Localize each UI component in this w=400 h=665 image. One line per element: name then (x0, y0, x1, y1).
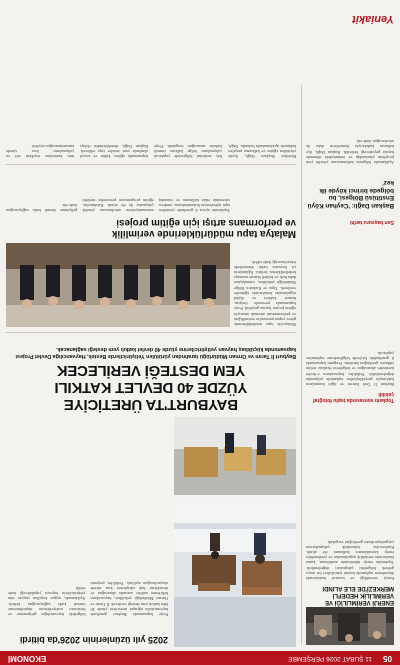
issue-date: 11 ŞUBAT 2026 PERŞEMBE (288, 655, 372, 662)
workers-photo (174, 417, 296, 495)
main-headline-line-1: BAYBURT'TA ÜRETİCİYE (63, 396, 239, 413)
main-subhead: 2025 yılı üzünlerinin 2026'da bitirdi (19, 635, 168, 645)
third-story-body-left: Açıklamada bölgenin kalkınmasına yönelik yeni projelerin planlandığı ve önümüzdeki dönemde hayata geçirileceği belirtildi. Başkan Dağlı, ilçe halkının katkılarıyla hizmetlerin daha da artırılacağını ifade etti. (306, 139, 394, 165)
side-column-body: Bayburt İl Özel İdaresi ve ilgili kurumların katılımıyla gerçekleştirilen toplantıda çalışmalar değerlendirildi. Yetkililer, başvuruların e-devlet üzerinden alınacağını ve belgelerin eksiksiz teslim edilmesi gerektiğini hatırlattı. Program kapsamında il genelindeki köylerde bilgilendirme toplantıları yapılacak. (306, 350, 394, 387)
second-story-body: Malatya'da tapu müdürlüklerinde görev yapan personelin verimliliğini ve performansını artırmak amacıyla eğitim projesi hayata geçirildi. Proje kapsamında personele iletişim, hizmet kalitesi ve dijital uygulamalar konularında eğitimler verilecek. Tapu ve Kadastro Bölge Müdürlüğü yetkilileri, vatandaşlara daha hızlı ve kaliteli hizmet sunmayı hedeflediklerini belirtti. Eğitimlerin yıl boyunca farklı dönemlerde tekrarlanacağı ifade edildi. (234, 259, 296, 327)
sidebar-headline: ENERJİ VERİMLİLİĞİ VE VERİMLİLİK HEDEFLİ MERKEZİ'DE ELE ALINDI (322, 585, 394, 605)
second-headline-line-2: ve performans artışı için eğitim projesi (116, 217, 296, 228)
third-story-body: Belediye Başkanı Dağlı, ilçede yürütülen eğitim ve kalkınma projeleri hakkında açıklamalarda bulundu. Dağlı, köy enstitüsü bölgesinde yapılacak çalışmaların bölge halkına önemli katkılar sunacağını vurguladı. Proje kapsamında eğitim, kültür ve sosyal alanlarda yeni tesisler inşa edilecek. Başkan Dağlı, desteklerinden dolayı tüm kurumlara teşekkür etti ve çalışmaların kısa sürede tamamlanacağını söyledi. (6, 143, 296, 159)
side-subhead-2: Son başvuru tarihi (350, 219, 394, 225)
side-subhead-1: Toplantı sonrasında toplu fotoğraf çekildi (312, 391, 394, 403)
newspaper-logo: Yeniakit (352, 13, 394, 25)
main-headline-line-2: YÜZDE 40 DEVLET KATKILI (54, 379, 248, 396)
page-number: 05 (383, 654, 392, 663)
section-name: EKONOMİ (8, 654, 47, 663)
snow-hay-photo (174, 497, 296, 647)
meeting-photo (6, 243, 230, 327)
sidebar-body: Enerji verimliliği ve tasarruf konularında düzenlenen toplantıda kurum temsilcileri bir araya gelerek bölgedeki çalışmaları değerlendirdi. Toplantıda enerji tüketiminin azaltılması, kamu binalarında verimlilik uygulamaları ve yenilenebilir enerji kaynaklarının kullanımı ele alındı. Katılımcılar, farkındalık çalışmalarının yaygınlaştırılması gerektiğini vurguladı. (306, 539, 394, 581)
second-headline-line-1: Malatya tapu müdürlüklerinde verimlilik (111, 228, 296, 239)
main-headline (6, 362, 296, 413)
third-story-headline: Başkan Dağlı: 'Ceyhan Köyü Enstitüsü Bölgesi, bu bölgede birinci köyde ilk kez' (307, 179, 394, 209)
second-story-headline (6, 217, 296, 239)
column-divider (301, 85, 302, 645)
sidebar-photo (306, 607, 394, 645)
story-divider-2 (6, 164, 296, 165)
main-deck: Bayburt İl Tarım ve Orman Müdürlüğü tarafından yürütülen Yetiştiricilerde Bestek, Hayvancılığa Devlet Projesi kapsamında küçükbaş hayvan yetiştiricilerine yüzde 40 devlet katkılı yem desteği sağlanacak. (15, 346, 296, 359)
page-header (0, 651, 400, 665)
main-body: Proje kapsamında Bayburt genelinde hayvancılıkla uğraşan üreticilere yüzde 40 hibe katkılı yem desteği verilecek. İl Tarım ve Orman Müdürlüğü yetkilileri, başvuruların belirlenen tarihler arasında alınacağını ve desteklerin hak sahiplerine kısa sürede ulaştırılacağını açıkladı. Yetkililer, projenin bölgedeki hayvancılığın gelişmesine ve üreticinin maliyetlerinin düşürülmesine önemli katkı sağlayacağını belirtti. Açıklamada, uygun koşulları taşıyan tüm yetiştiricilerin başvuru yapabileceği ifade edildi. (8, 580, 168, 617)
main-headline-line-3: YEM DESTEĞİ VERİLECEK (56, 362, 246, 379)
story-divider (6, 332, 296, 333)
second-story-body-cont: Toplantıda ayrıca il genelinde yürütülen tapu işlemlerinin hızlandırılması, randevu sisteminin etkin kullanımı ve vatandaş memnuniyetinin artırılmasına yönelik çalışmalar da ele alındı. Katılımcılar, eğitim programının personelin mesleki gelişimine önemli katkı sağlayacağını ifade etti. (6, 197, 230, 213)
